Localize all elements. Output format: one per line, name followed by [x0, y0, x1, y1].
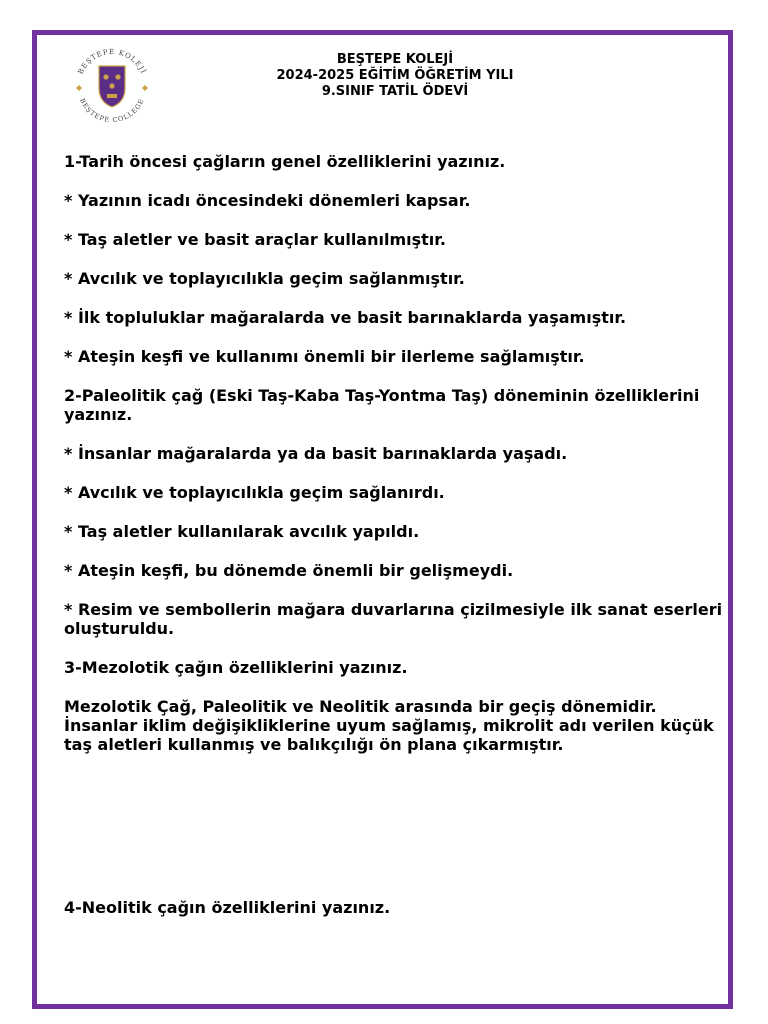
- school-logo: [66, 44, 158, 124]
- answer-1-item: * İlk topluluklar mağaralarda ve basit barınaklarda yaşamıştır.: [64, 308, 627, 327]
- question-4: 4-Neolitik çağın özelliklerini yazınız.: [64, 898, 391, 917]
- logo-ring-top: BEŞTEPE KOLEJİ: [76, 47, 148, 76]
- answer-2-item: * Resim ve sembollerin mağara duvarlarına çizilmesiyle ilk sanat eserleri oluşturuldu.: [64, 600, 723, 638]
- answer-1-item: * Yazının icadı öncesindeki dönemleri kapsar.: [64, 191, 471, 210]
- answer-1-item: * Ateşin keşfi ve kullanımı önemli bir ilerleme sağlamıştır.: [64, 347, 585, 366]
- answer-2-item: * Ateşin keşfi, bu dönemde önemli bir gelişmeydi.: [64, 561, 514, 580]
- answer-1-item: * Avcılık ve toplayıcılıkla geçim sağlanmıştır.: [64, 269, 465, 288]
- answer-2-item: * Taş aletler kullanılarak avcılık yapıldı.: [64, 522, 420, 541]
- logo-ring-bottom: BEŞTEPE COLLEGE: [78, 97, 146, 124]
- answer-2-item: * İnsanlar mağaralarda ya da basit barınaklarda yaşadı.: [64, 444, 568, 463]
- document-body: [64, 152, 726, 937]
- question-3: 3-Mezolotik çağın özelliklerini yazınız.: [64, 658, 408, 677]
- blank-space: [64, 774, 726, 898]
- assignment-title: 9.SINIF TATİL ÖDEVİ: [321, 84, 469, 99]
- academic-year: 2024-2025 EĞİTİM ÖĞRETİM YILI: [276, 68, 514, 83]
- question-2: 2-Paleolitik çağ (Eski Taş-Kaba Taş-Yontma Taş) döneminin özelliklerini yazınız.: [64, 386, 700, 424]
- document-header: [200, 52, 590, 100]
- answer-2-item: * Avcılık ve toplayıcılıkla geçim sağlanırdı.: [64, 483, 445, 502]
- question-1: 1-Tarih öncesi çağların genel özelliklerini yazınız.: [64, 152, 506, 171]
- answer-3: Mezolotik Çağ, Paleolitik ve Neolitik arasında bir geçiş dönemidir. İnsanlar iklim değişikliklerine uyum sağlamış, mikrolit adı verilen küçük taş aletleri kullanmış ve balıkçılığı ön plana çıkarmıştır.: [64, 697, 714, 754]
- school-name: BEŞTEPE KOLEJİ: [336, 52, 454, 67]
- answer-1-item: * Taş aletler ve basit araçlar kullanılmıştır.: [64, 230, 446, 249]
